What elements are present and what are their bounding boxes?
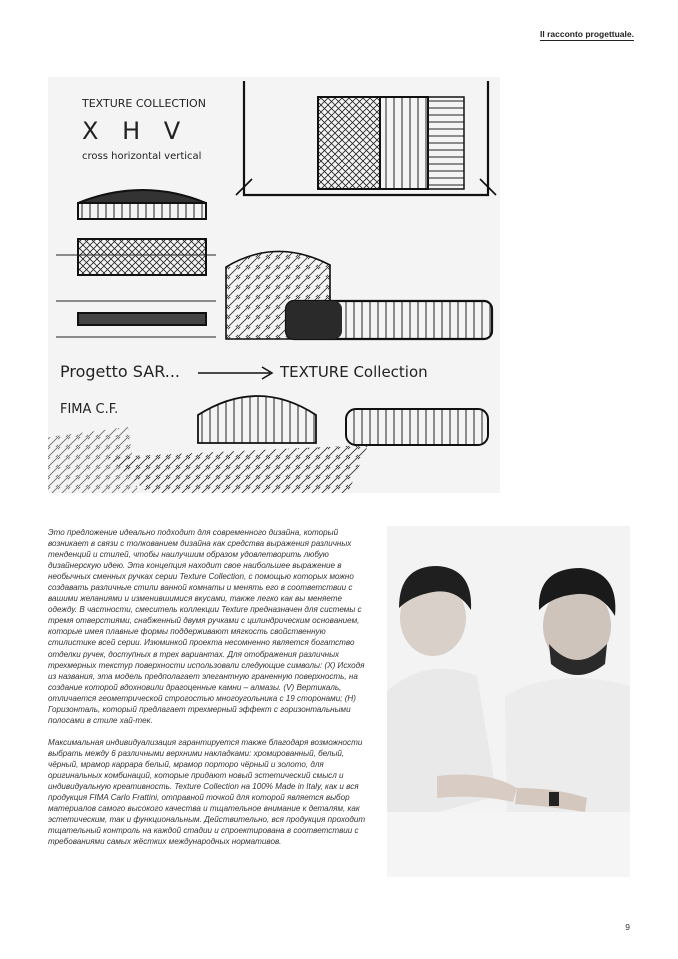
design-sketch (48, 77, 500, 493)
sketch-label-arrow: TEXTURE Collection (280, 363, 428, 381)
paragraph: Максимальная индивидуализация гарантируется также благодаря возможности выбрать между 6 различными верхними накладками: хромированный, белый, чёрный, мрамор каррара белый, мрамор порторо чёрный и золото, для оригинальных комбинаций, которые придают новый эстетический смысл и индивидуальную креативность. Texture Collection на 100% Made in Italy, как и вся продукция FIMA Carlo Frattini, отправной точкой для которой является выбор материалов самого высокого качества и тщательное внимание к деталям, как эстетическим, так и функциональным. Действительно, вся продукция проходит тщательный контроль на каждой стадии и спроектирована в соответствии с требованиями самых жёстких международных нормативов. (48, 737, 366, 847)
sketch-label-signature: FIMA C.F. (60, 402, 119, 417)
sketch-label-collection: TEXTURE COLLECTION (82, 97, 206, 110)
sketch-label-xhv: X H V (82, 117, 189, 145)
designers-photo (387, 526, 630, 877)
sketch-label-types: cross horizontal vertical (82, 151, 202, 162)
paragraph: Это предложение идеально подходит для современного дизайна, который возникает в связи с толкованием дизайна как средства выражения различных тенденций и стилей, чтобы наилучшим образом удовлетворить любую дизайнерскую идею. Эта концепция находит свое наибольшее выражение в необычных сменных ручках серии Texture Collection, с помощью которых можно создавать различные стили ванной комнаты и менять его в соответствии с вашими желаниями и изменившимися вкусами, также легко как вы меняете одежду. В частности, смеситель коллекции Texture предназначен для системы с тремя отверстиями, снабженный двумя ручками с цилиндрическим основанием, которые имея плавные формы поддерживают мягкость свойственную стилистике всей серии. Изюминкой проекта несомненно является богатство отделки ручек, доступных в трех вариантах. Для отображения различных трехмерных текстур поверхности использовали следующие символы: (X) Исходя из названия, эта модель предполагает элегантную граненную поверхность, на создание которой вдохновили драгоценные камни – алмазы. (V) Вертикаль, отличается геометрической строгостью многоугольника с 19 сторонами; (H) Горизонталь, который предлагает трехмерный эффект с горизонтальными полосами в стиле хай-тек. (48, 528, 365, 725)
section-title: Il racconto progettuale. (540, 29, 634, 39)
sketch-label-project: Progetto SAR... (60, 362, 181, 381)
page-number: 9 (625, 922, 630, 932)
body-text (48, 527, 368, 858)
